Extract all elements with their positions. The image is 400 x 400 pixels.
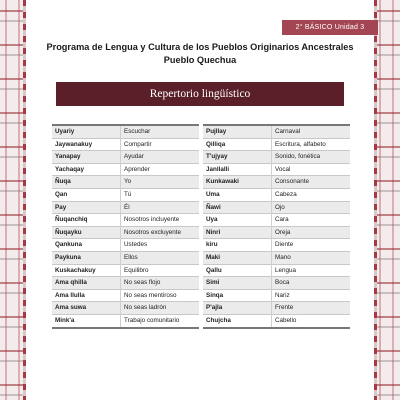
- spanish-meaning: No seas ladrón: [121, 302, 200, 315]
- decorative-border-right: [374, 0, 400, 400]
- spanish-meaning: Él: [121, 201, 200, 214]
- quechua-term: Pujllay: [203, 125, 272, 138]
- table-row: [203, 251, 350, 264]
- quechua-term: Qallu: [203, 264, 272, 277]
- quechua-term: Ninri: [203, 226, 272, 239]
- vocabulary-table-left: [52, 124, 199, 329]
- vocabulary-table-right: [203, 124, 350, 329]
- spanish-meaning: No seas mentiroso: [121, 289, 200, 302]
- table-row: [52, 151, 199, 164]
- table-row: [203, 264, 350, 277]
- table-row: [203, 214, 350, 227]
- quechua-term: Maki: [203, 251, 272, 264]
- quechua-term: Paykuna: [52, 251, 121, 264]
- table-row: [203, 289, 350, 302]
- spanish-meaning: Ellos: [121, 251, 200, 264]
- table-row: [52, 176, 199, 189]
- spanish-meaning: Vocal: [272, 163, 351, 176]
- table-row: [203, 188, 350, 201]
- table-row: [52, 188, 199, 201]
- table-row: [52, 138, 199, 151]
- quechua-term: Kuskachakuy: [52, 264, 121, 277]
- spanish-meaning: Escritura, alfabeto: [272, 138, 351, 151]
- quechua-term: Ama qhilla: [52, 277, 121, 290]
- spanish-meaning: Tú: [121, 188, 200, 201]
- quechua-term: Ama suwa: [52, 302, 121, 315]
- quechua-term: kiru: [203, 239, 272, 252]
- spanish-meaning: Frente: [272, 302, 351, 315]
- table-row: [203, 151, 350, 164]
- table-row: [203, 277, 350, 290]
- quechua-term: T'ujyay: [203, 151, 272, 164]
- table-row: [52, 251, 199, 264]
- table-row: [203, 176, 350, 189]
- spanish-meaning: Ayudar: [121, 151, 200, 164]
- quechua-term: P'ajla: [203, 302, 272, 315]
- spanish-meaning: Ustedes: [121, 239, 200, 252]
- quechua-term: Uma: [203, 188, 272, 201]
- quechua-term: Uyariy: [52, 125, 121, 138]
- table-row: [52, 314, 199, 327]
- vocabulary-table-left-body: [52, 125, 199, 328]
- quechua-term: Janllalli: [203, 163, 272, 176]
- program-subtitle: Pueblo Quechua: [163, 55, 237, 65]
- spanish-meaning: Aprender: [121, 163, 200, 176]
- quechua-term: Mink'a: [52, 314, 121, 327]
- table-row: [52, 163, 199, 176]
- table-row: [203, 138, 350, 151]
- table-row: [52, 226, 199, 239]
- spanish-meaning: Mano: [272, 251, 351, 264]
- quechua-term: Yanapay: [52, 151, 121, 164]
- spanish-meaning: Sonido, fonética: [272, 151, 351, 164]
- quechua-term: Qilliqa: [203, 138, 272, 151]
- quechua-term: Uya: [203, 214, 272, 227]
- table-row: [52, 214, 199, 227]
- table-row: [52, 264, 199, 277]
- table-row: [203, 239, 350, 252]
- quechua-term: Ñuqanchiq: [52, 214, 121, 227]
- table-row: [203, 125, 350, 138]
- quechua-term: Qan: [52, 188, 121, 201]
- spanish-meaning: Nosotros incluyente: [121, 214, 200, 227]
- table-row: [52, 289, 199, 302]
- quechua-term: Pay: [52, 201, 121, 214]
- table-row: [52, 302, 199, 315]
- quechua-term: Jaywanakuy: [52, 138, 121, 151]
- spanish-meaning: Diente: [272, 239, 351, 252]
- quechua-term: Ñuqayku: [52, 226, 121, 239]
- spanish-meaning: Lengua: [272, 264, 351, 277]
- spanish-meaning: Boca: [272, 277, 351, 290]
- table-row: [52, 201, 199, 214]
- vocabulary-table-right-body: [203, 125, 350, 328]
- quechua-term: Sinqa: [203, 289, 272, 302]
- spanish-meaning: No seas flojo: [121, 277, 200, 290]
- table-row: [52, 277, 199, 290]
- grade-unit-badge: 2° BÁSICO Unidad 3: [282, 20, 378, 35]
- spanish-meaning: Cara: [272, 214, 351, 227]
- spanish-meaning: Nosotros excluyente: [121, 226, 200, 239]
- spanish-meaning: Escuchar: [121, 125, 200, 138]
- table-row: [52, 239, 199, 252]
- table-row: [203, 302, 350, 315]
- quechua-term: Yachaqay: [52, 163, 121, 176]
- table-row: [203, 201, 350, 214]
- spanish-meaning: Yo: [121, 176, 200, 189]
- table-row: [203, 314, 350, 327]
- spanish-meaning: Consonante: [272, 176, 351, 189]
- section-header: Repertorio lingüístico: [56, 82, 344, 106]
- spanish-meaning: Compartir: [121, 138, 200, 151]
- decorative-border-left: [0, 0, 26, 400]
- table-row: [52, 125, 199, 138]
- quechua-term: Ñawi: [203, 201, 272, 214]
- spanish-meaning: Cabello: [272, 314, 351, 327]
- table-row: [203, 226, 350, 239]
- quechua-term: Ñuqa: [52, 176, 121, 189]
- quechua-term: Kunkawaki: [203, 176, 272, 189]
- spanish-meaning: Cabeza: [272, 188, 351, 201]
- spanish-meaning: Equilibro: [121, 264, 200, 277]
- spanish-meaning: Carnaval: [272, 125, 351, 138]
- quechua-term: Ama llulla: [52, 289, 121, 302]
- table-row: [203, 163, 350, 176]
- quechua-term: Qankuna: [52, 239, 121, 252]
- spanish-meaning: Nariz: [272, 289, 351, 302]
- program-title: Programa de Lengua y Cultura de los Pueblos Originarios Ancestrales: [46, 42, 354, 52]
- spanish-meaning: Oreja: [272, 226, 351, 239]
- quechua-term: Simi: [203, 277, 272, 290]
- quechua-term: Chujcha: [203, 314, 272, 327]
- spanish-meaning: Ojo: [272, 201, 351, 214]
- spanish-meaning: Trabajo comunitario: [121, 314, 200, 327]
